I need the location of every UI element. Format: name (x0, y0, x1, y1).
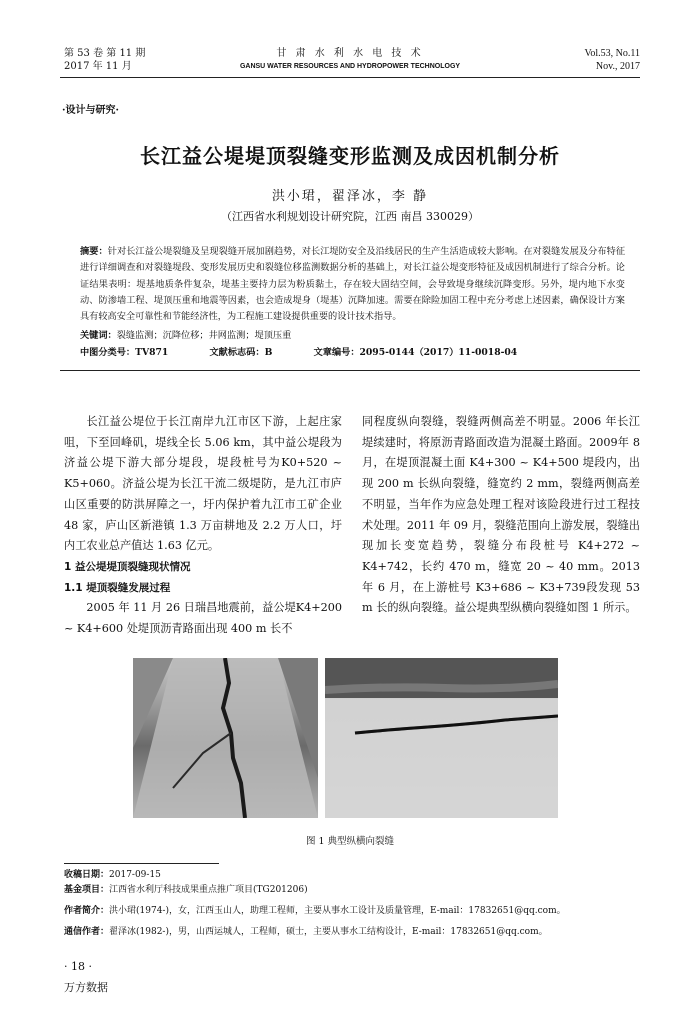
volume-en: Vol.53, No.11 (584, 48, 640, 59)
author-label: 作者简介： (64, 906, 110, 916)
corresponding-text: 翟泽冰(1982-)，男，山西运城人，工程师，硕士，主要从事水工结构设计，E-mail：17832651@qq.com。 (109, 927, 548, 937)
abstract-label: 摘要： (80, 246, 108, 257)
clc-number: 中图分类号：TV871 (80, 347, 169, 358)
subsection-heading: 1.1 堤顶裂缝发展过程 (64, 581, 171, 594)
affiliation: （江西省水利规划设计研究院，江西 南昌 330029） (221, 210, 479, 223)
body-paragraph: 同程度纵向裂缝，裂缝两侧高差不明显。2006 年长江堤续建时，将原沥青路面改造为混凝土路面。2009年 8 月，在堤顶混凝土面 K4+300 ~ K4+500 堤段内，出现 200 m 长纵向裂缝，缝宽约 2 mm，裂缝两侧高差不明显，当年作为应急处理工程对该险段进行过工程技术处理。2011 年 09 月，裂缝范围向上游发展，裂缝出现加长变宽趋势，裂缝分布段桩号 K4+272 ~ K4+742，长约 470 m，缝宽 20 ~ 40 mm。2013 年 6 月，在上游桩号 K3+686 ~ K3+739段发现 53 m 长的纵向裂缝。益公堤典型纵横向裂缝如图 1 所示。 (362, 415, 640, 615)
journal-name-en: GANSU WATER RESOURCES AND HYDROPOWER TECHNOLOGY (239, 63, 461, 70)
figure-caption: 图 1 典型纵横向裂缝 (305, 836, 395, 847)
date-en: Nov., 2017 (595, 61, 640, 72)
abstract (80, 244, 625, 325)
issue-date: 2017 年 11 月 (64, 61, 132, 72)
footnote-received (64, 869, 644, 882)
section-tag: ·设计与研究· (62, 105, 119, 116)
crack-photo-right (325, 658, 558, 818)
authors: 洪小珺，翟泽冰，李 静 (271, 189, 429, 204)
header-rule (60, 77, 640, 78)
footnote-author (64, 905, 644, 918)
issue-volume: 第 53 卷 第 11 期 (64, 48, 146, 59)
footnote-rule (64, 863, 219, 864)
fund-text: 江西省水利厅科技成果重点推广项目(TG201206) (109, 885, 308, 895)
journal-issue (64, 47, 145, 73)
abstract-rule (60, 370, 640, 371)
body-paragraph: 长江益公堤位于长江南岸九江市区下游，上起庄家咀，下至回峰矶，堤线全长 5.06 km，其中益公堤段为济益公堤下游大部分堤段，堤段桩号为K0+520 ~ K5+060。济益公堤为长江干流二级堤防，是九江市庐山区重要的防洪屏障之一，圩内保护着九江市工矿企业 48 家，庐山区新港镇 1.3 万亩耕地及 2.2 万人口，圩内工农业总产值达 1.63 亿元。 (64, 415, 342, 553)
article-number: 文章编号：2095-0144（2017）11-0018-04 (313, 347, 518, 358)
received-date: 2017-09-15 (109, 870, 161, 880)
journal-name (200, 47, 500, 73)
body-column-left (64, 412, 342, 640)
crack-photo-right-drawing (325, 658, 558, 818)
keywords-label: 关键词： (80, 330, 117, 341)
classification-line (80, 345, 625, 361)
page-number: · 18 · (64, 960, 92, 973)
abstract-text: 针对长江益公堤裂缝及呈现裂缝开展加剧趋势，对长江堤防安全及沿线居民的生产生活造成较大影响。在对裂缝发展及分布特征进行详细调查和对裂缝堤段、变形发展历史和裂缝位移监测数据分析的基础上，对长江益公堤变形特征及成因机制进行了综合分析。论证结果表明：堤基地质条件复杂，堤基主要持力层为粉质黏土，存在较大固结空间，会导致堤身继续沉降变形。另外，堤内地下水变动、防渗墙工程、堤顶压重和地震等因素，也会造成堤身（堤基）沉降加速。需要在除险加固工程中充分考虑上述因素，确保设计方案具有较高安全可靠性和节能经济性，为工程施工建设提供重要的设计技术指导。 (80, 246, 626, 323)
body-column-right (362, 412, 640, 619)
keywords (80, 328, 625, 344)
fund-label: 基金项目： (64, 885, 110, 895)
section-heading: 1 益公堤堤顶裂缝现状情况 (64, 560, 191, 573)
document-code: 文献标志码：B (209, 347, 273, 358)
crack-photo-left (133, 658, 318, 818)
journal-name-cn: 甘 肃 水 利 水 电 技 术 (276, 48, 424, 59)
watermark: 万方数据 (64, 981, 108, 994)
footnote-corresponding (64, 926, 644, 939)
received-label: 收稿日期： (64, 870, 110, 880)
footnote-fund (64, 884, 644, 897)
paper-title: 长江益公堤堤顶裂缝变形监测及成因机制分析 (140, 144, 560, 168)
crack-photo-left-drawing (133, 658, 318, 818)
author-text: 洪小珺(1974-)，女，江西玉山人，助理工程师，主要从事水工设计及质量管理，E-mail：17832651@qq.com。 (109, 906, 566, 916)
corresponding-label: 通信作者： (64, 927, 110, 937)
body-paragraph: 2005 年 11 月 26 日瑞昌地震前，益公堤K4+200 ~ K4+600 处堤顶沥青路面出现 400 m 长不 (64, 601, 342, 636)
journal-volume-en (584, 47, 640, 73)
keywords-text: 裂缝监测；沉降位移；井网监测；堤顶压重 (116, 330, 292, 341)
